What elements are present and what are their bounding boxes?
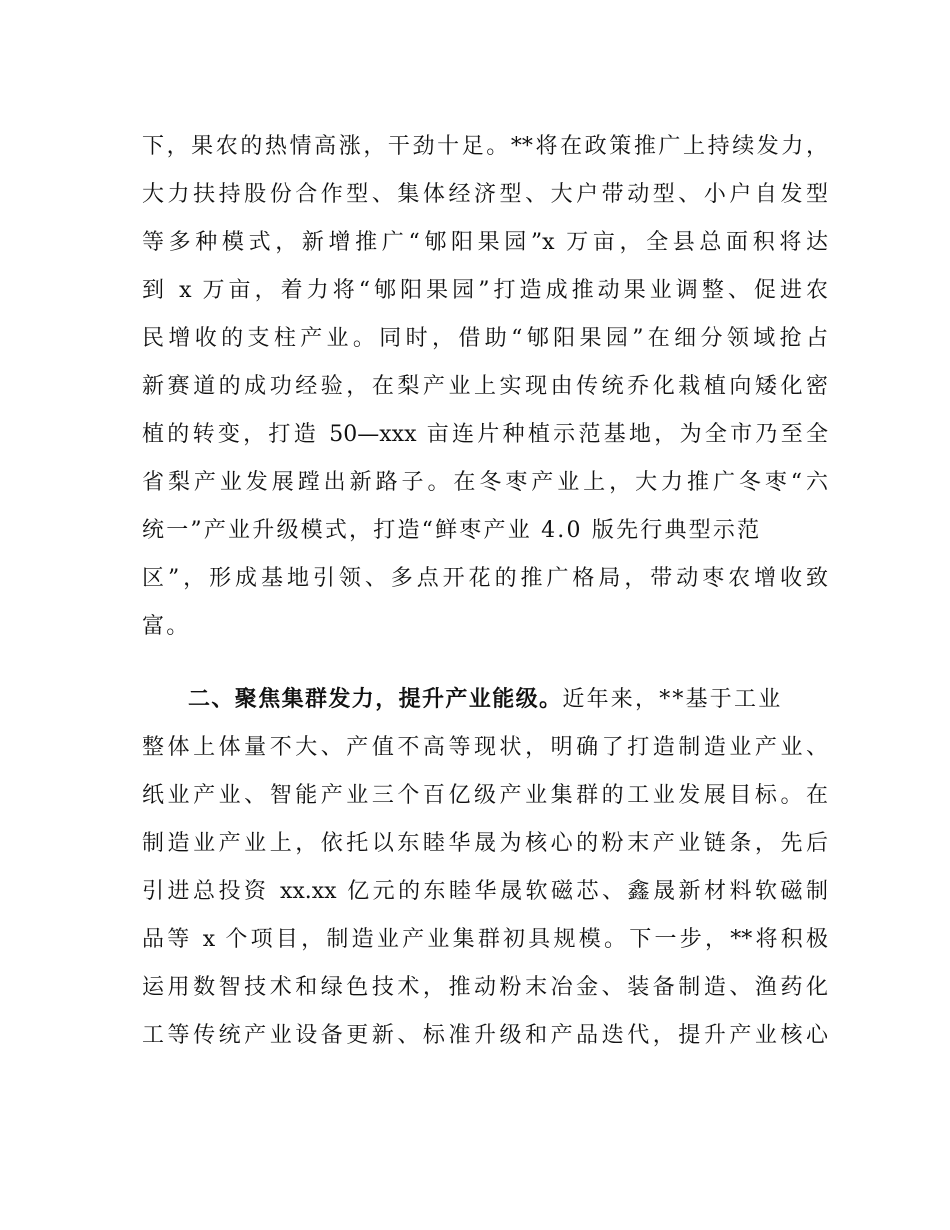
text-line: 到 x 万亩，着力将“郇阳果园”打造成推动果业调整、促进农 bbox=[142, 278, 828, 303]
text-line: 工等传统产业设备更新、标准升级和产品迭代，提升产业核心 bbox=[142, 1023, 828, 1048]
section-heading: 二、聚焦集群发力，提升产业能级。 bbox=[188, 687, 563, 712]
text-line: 整体上体量不大、产值不高等现状，明确了打造制造业产业、 bbox=[142, 735, 828, 760]
text-line: 等多种模式，新增推广“郇阳果园”x 万亩，全县总面积将达 bbox=[142, 230, 828, 255]
text-line: 大力扶持股份合作型、集体经济型、大户带动型、小户自发型 bbox=[142, 182, 828, 207]
text-line: 纸业产业、智能产业三个百亿级产业集群的工业发展目标。在 bbox=[142, 783, 828, 808]
text-line: 下，果农的热情高涨，干劲十足。**将在政策推广上持续发力， bbox=[142, 134, 828, 159]
text-line: 品等 x 个项目，制造业产业集群初具规模。下一步，**将积极 bbox=[142, 927, 828, 952]
text-line: 富。 bbox=[142, 614, 191, 639]
paragraph-2-first-line bbox=[142, 676, 828, 724]
text-line: 植的转变，打造 50—xxx 亩连片种植示范基地，为全市乃至全 bbox=[142, 422, 828, 447]
text-line: 省梨产业发展蹚出新路子。在冬枣产业上，大力推广冬枣“六 bbox=[142, 470, 828, 495]
text-line: 运用数智技术和绿色技术，推动粉末冶金、装备制造、渔药化 bbox=[142, 975, 828, 1000]
paragraph-1 bbox=[142, 123, 828, 651]
text-run: 近年来，**基于工业 bbox=[562, 687, 783, 712]
text-line: 引进总投资 xx.xx 亿元的东睦华晟软磁芯、鑫晟新材料软磁制 bbox=[142, 879, 828, 904]
paragraph-2 bbox=[142, 676, 828, 1060]
text-line: 区”，形成基地引领、多点开花的推广格局，带动枣农增收致 bbox=[142, 566, 828, 591]
document-body bbox=[142, 123, 828, 1060]
text-line: 民增收的支柱产业。同时，借助“郇阳果园”在细分领域抢占 bbox=[142, 326, 828, 351]
text-line: 制造业产业上，依托以东睦华晟为核心的粉末产业链条，先后 bbox=[142, 831, 828, 856]
text-line: 新赛道的成功经验，在梨产业上实现由传统乔化栽植向矮化密 bbox=[142, 374, 828, 399]
text-line: 统一”产业升级模式，打造“鲜枣产业 4.0 版先行典型示范 bbox=[142, 518, 762, 543]
